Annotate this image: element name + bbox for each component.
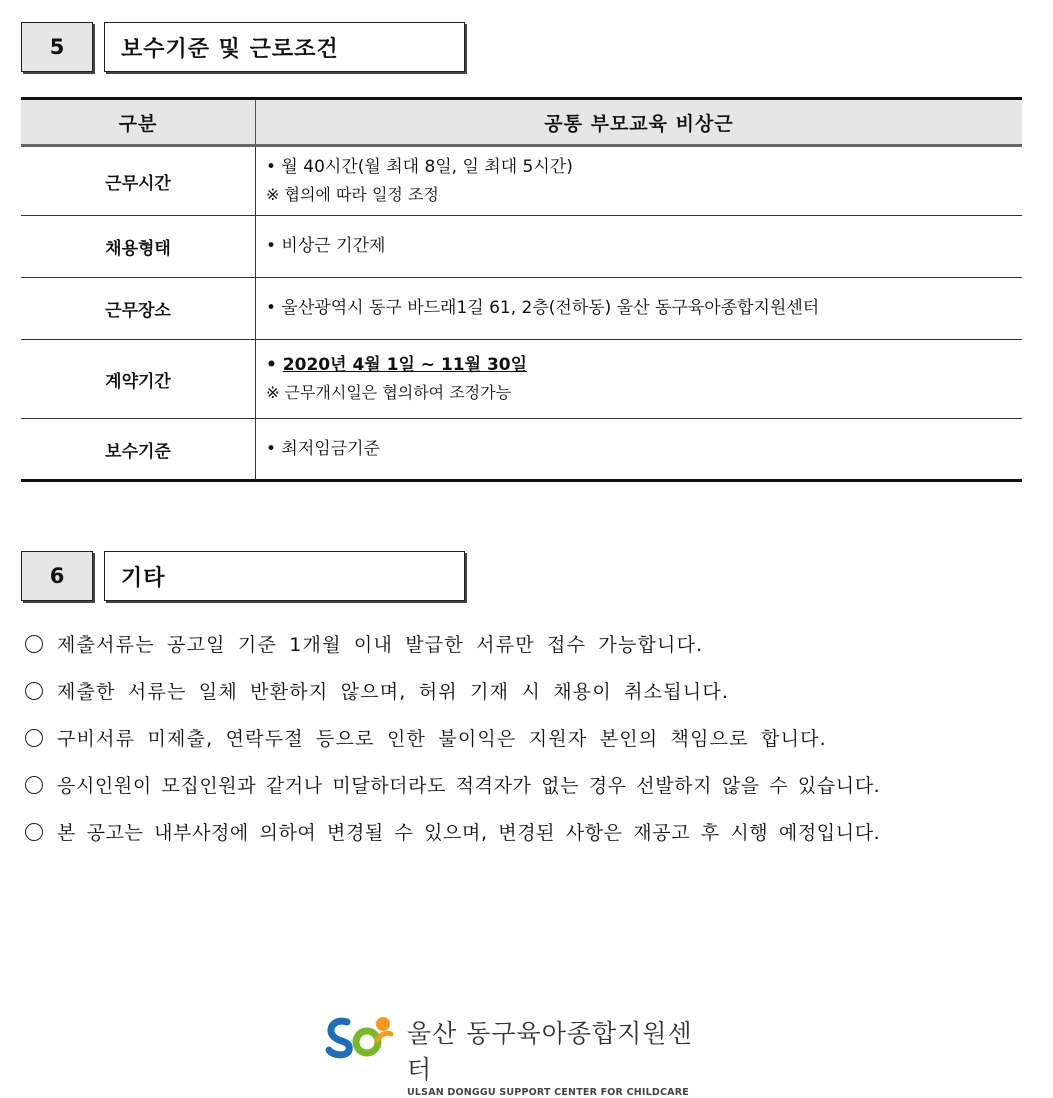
section-6-title: 기타 (104, 551, 465, 601)
row-label: 근무장소 (21, 278, 256, 340)
row-label: 채용형태 (21, 216, 256, 278)
note-text: 제출한 서류는 일체 반환하지 않으며, 허위 기재 시 채용이 취소됩니다. (57, 681, 730, 703)
section-5-heading (21, 22, 467, 76)
row-label: 보수기준 (21, 419, 256, 481)
note-text: 구비서류 미제출, 연락두절 등으로 인한 불이익은 지원자 본인의 책임으로 합니다. (57, 728, 827, 750)
section-5-number: 5 (21, 22, 93, 72)
row-line: • 비상근 기간제 (266, 236, 386, 256)
header-value: 공통 부모교육 비상근 (256, 99, 1023, 146)
center-logo-icon (325, 1010, 405, 1060)
row-value (256, 278, 1023, 340)
circle-bullet-icon (25, 635, 43, 653)
bullet: • (266, 355, 283, 375)
note-text: 제출서류는 공고일 기준 1개월 이내 발급한 서류만 접수 가능합니다. (57, 634, 704, 656)
table-row-work-location (21, 278, 1022, 340)
table-row-work-hours (21, 146, 1022, 216)
list-item (21, 667, 1021, 714)
row-label: 근무시간 (21, 146, 256, 216)
section-6-heading (21, 551, 467, 605)
row-line: • 월 40시간(월 최대 8일, 일 최대 5시간) (266, 157, 573, 177)
row-note: ※ 협의에 따라 일정 조정 (266, 185, 439, 204)
circle-bullet-icon (25, 682, 43, 700)
table-header-row (21, 99, 1022, 146)
conditions-table (21, 97, 1022, 482)
logo-text (407, 1014, 705, 1098)
table-row-pay-standard (21, 419, 1022, 481)
contract-period-text: 2020년 4월 1일 ~ 11월 30일 (282, 355, 528, 375)
section-6-number: 6 (21, 551, 93, 601)
row-value (256, 340, 1023, 419)
list-item (21, 761, 1021, 808)
table-row-contract-period (21, 340, 1022, 419)
circle-bullet-icon (25, 823, 43, 841)
row-line: • 최저임금기준 (266, 438, 380, 459)
list-item (21, 620, 1021, 667)
center-logo (325, 1010, 705, 1098)
note-text: 본 공고는 내부사정에 의하여 변경될 수 있으며, 변경된 사항은 재공고 후 시행 예정입니다. (57, 822, 881, 844)
notes-list (21, 620, 1021, 855)
logo-name-korean: 울산 동구육아종합지원센터 (407, 1019, 693, 1084)
list-item (21, 808, 1021, 855)
circle-bullet-icon (25, 729, 43, 747)
row-value (256, 419, 1023, 481)
note-text: 응시인원이 모집인원과 같거나 미달하더라도 적격자가 없는 경우 선발하지 않을 수 있습니다. (57, 775, 881, 797)
row-line (266, 352, 1021, 379)
row-note: ※ 근무개시일은 협의하여 조정가능 (266, 383, 512, 402)
circle-bullet-icon (25, 776, 43, 794)
table-row-employment-type (21, 216, 1022, 278)
row-value (256, 146, 1023, 216)
row-value (256, 216, 1023, 278)
list-item (21, 714, 1021, 761)
row-label: 계약기간 (21, 340, 256, 419)
logo-name-english: ULSAN DONGGU SUPPORT CENTER FOR CHILDCARE (407, 1087, 689, 1098)
header-label: 구분 (21, 99, 256, 146)
row-line: • 울산광역시 동구 바드래1길 61, 2층(전하동) 울산 동구육아종합지원센터 (266, 298, 820, 318)
section-5-title: 보수기준 및 근로조건 (104, 22, 465, 72)
